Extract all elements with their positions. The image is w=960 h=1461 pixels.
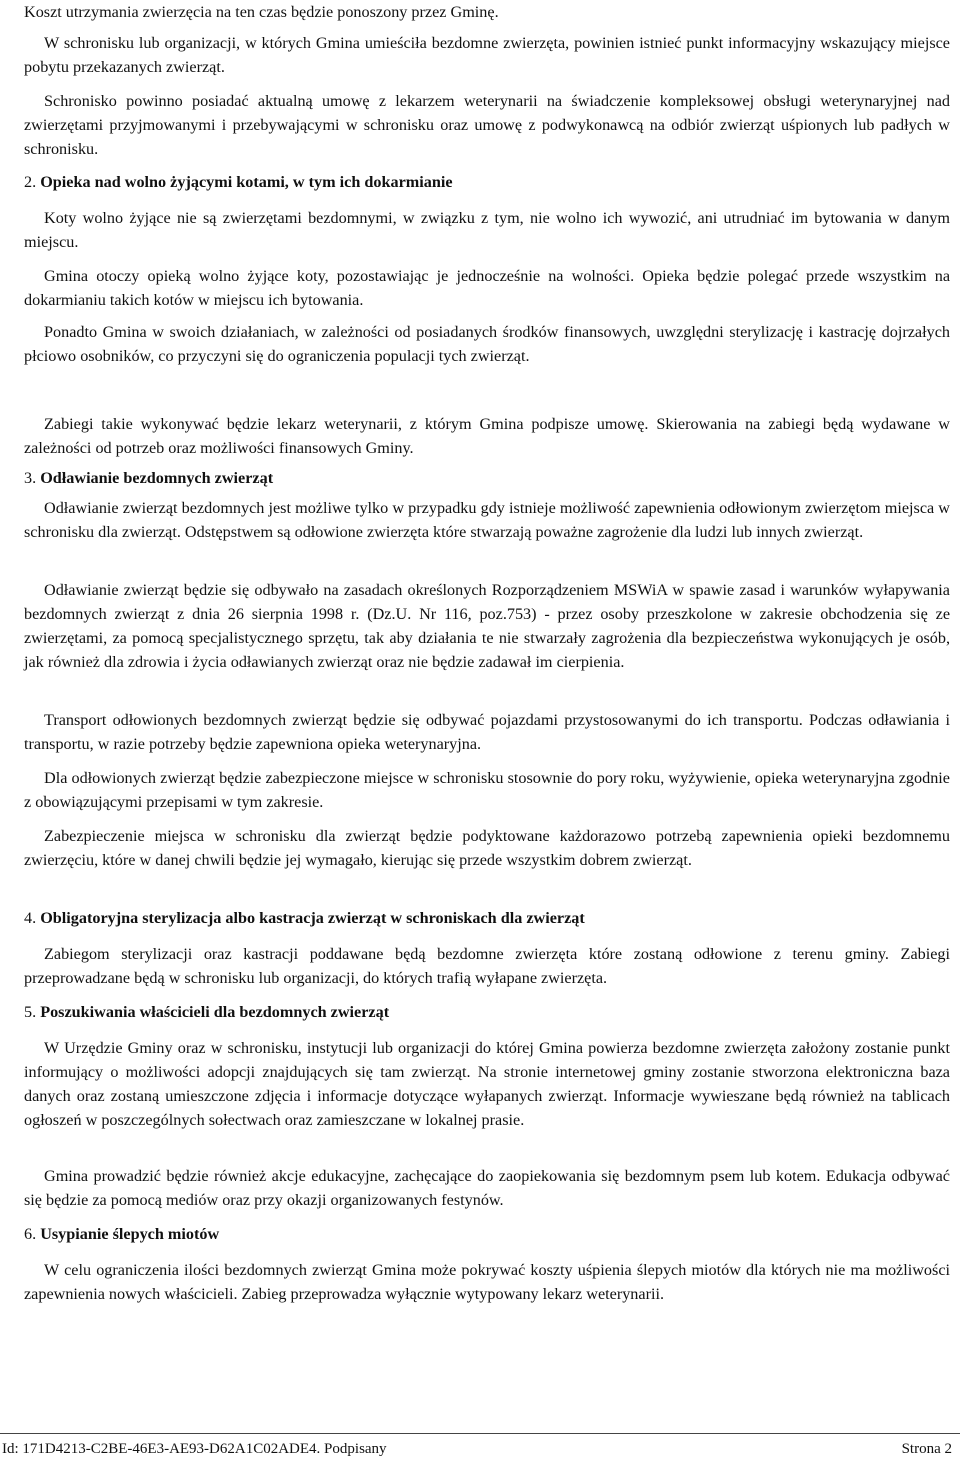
section-number: 2. [24, 173, 37, 191]
section-heading [24, 1000, 389, 1024]
section-heading [24, 906, 585, 930]
paragraph: Schronisko powinno posiadać aktualną umowę z lekarzem weterynarii na świadczenie kompleksowej obsługi weterynaryjnej nad zwierzętami przyjmowanymi i przebywającymi w schronisku oraz umowę z podwykonawcą na odbiór zwierząt uśpionych lub padłych w schronisku. [24, 92, 950, 158]
section-title: Usypianie ślepych miotów [40, 1225, 220, 1243]
paragraph: Ponadto Gmina w swoich działaniach, w zależności od posiadanych środków finansowych, uwzględni sterylizację i kastrację dojrzałych płciowo osobników, co przyczyni się do ograniczenia populacji tych zwierząt. [24, 323, 950, 365]
section-heading [24, 1222, 219, 1246]
section-number: 3. [24, 469, 37, 487]
paragraph: Gmina prowadzić będzie również akcje edukacyjne, zachęcające do zaopiekowania się bezdomnym psem lub kotem. Edukacja odbywać się będzie za pomocą mediów oraz przy okazji organizowanych festynów. [24, 1167, 950, 1209]
paragraph: W Urzędzie Gminy oraz w schronisku, instytucji lub organizacji do której Gmina powierza bezdomne zwierzęta założony zostanie punkt informujący o możliwości adopcji znajdujących się tam zwierząt. Na stronie internetowej gminy zostanie stworzona elektroniczna baza danych oraz zostaną umieszczone zdjęcia i informacje dotyczące wyłapanych zwierząt. Informacje wywieszane będą również na tablicach ogłoszeń w poszczególnych sołectwach oraz zamieszczane w lokalnej prasie. [24, 1039, 950, 1129]
paragraph: W schronisku lub organizacji, w których Gmina umieściła bezdomne zwierzęta, powinien istnieć punkt informacyjny wskazujący miejsce pobytu przekazanych zwierząt. [24, 34, 950, 76]
paragraph: Dla odłowionych zwierząt będzie zabezpieczone miejsce w schronisku stosownie do pory roku, wyżywienie, opieka weterynaryjna zgodnie z obowiązującymi przepisami w tym zakresie. [24, 769, 950, 811]
section-heading [24, 170, 453, 194]
paragraph: Zabezpieczenie miejsca w schronisku dla zwierząt będzie podyktowane każdorazowo potrzebą zapewnienia opieki bezdomnemu zwierzęciu, które w danej chwili będzie jej wymagało, kierując się przede wszystkim dobrem zwierząt. [24, 827, 950, 869]
page-number: Strona 2 [901, 1441, 952, 1457]
paragraph: Gmina otoczy opieką wolno żyjące koty, pozostawiając je jednocześnie na wolności. Opieka będzie polegać przede wszystkim na dokarmianiu takich kotów w miejscu ich bytowania. [24, 267, 950, 309]
section-heading [24, 466, 273, 490]
section-title: Opieka nad wolno żyjącymi kotami, w tym ich dokarmianie [40, 173, 453, 191]
paragraph: Transport odłowionych bezdomnych zwierząt będzie się odbywać pojazdami przystosowanymi do ich transportu. Podczas odławiania i transportu, w razie potrzeby będzie zapewniona opieka weterynaryjna. [24, 711, 950, 753]
paragraph: Koszt utrzymania zwierzęcia na ten czas będzie ponoszony przez Gminę. [24, 3, 499, 21]
section-number: 6. [24, 1225, 37, 1243]
document-id: Id: 171D4213-C2BE-46E3-AE93-D62A1C02ADE4. Podpisany [2, 1441, 387, 1457]
page-footer [0, 1433, 960, 1457]
paragraph: Odławianie zwierząt bezdomnych jest możliwe tylko w przypadku gdy istnieje możliwość zapewnienia odłowionym zwierzętom miejsca w schronisku dla zwierząt. Odstępstwem są odłowione zwierzęta które stwarzają poważne zagrożenie dla ludzi lub innych zwierząt. [24, 499, 950, 541]
section-title: Odławianie bezdomnych zwierząt [40, 469, 274, 487]
paragraph: Koty wolno żyjące nie są zwierzętami bezdomnymi, w związku z tym, nie wolno ich wywozić, ani utrudniać im bytowania w danym miejscu. [24, 209, 950, 251]
paragraph: Zabiegi takie wykonywać będzie lekarz weterynarii, z którym Gmina podpisze umowę. Skierowania na zabiegi będą wydawane w zależności od potrzeb oraz możliwości finansowych Gminy. [24, 415, 950, 457]
paragraph: Odławianie zwierząt będzie się odbywało na zasadach określonych Rozporządzeniem MSWiA w spawie zasad i warunków wyłapywania bezdomnych zwierząt z dnia 26 sierpnia 1998 r. (Dz.U. Nr 116, poz.753) - przez osoby przeszkolone w zakresie obchodzenia się ze zwierzętami, za pomocą specjalistycznego sprzętu, tak aby działania te nie stwarzały zagrożenia dla bezpieczeństwa wykonujących je osób, jak również dla zdrowia i życia odławianych zwierząt oraz nie będzie zadawał im cierpienia. [24, 581, 950, 671]
section-title: Poszukiwania właścicieli dla bezdomnych zwierząt [40, 1003, 390, 1021]
paragraph: Zabiegom sterylizacji oraz kastracji poddawane będą bezdomne zwierzęta które zostaną odłowione z terenu gminy. Zabiegi przeprowadzane będą w schronisku lub organizacji, do których trafią wyłapane zwierzęta. [24, 945, 950, 987]
paragraph: W celu ograniczenia ilości bezdomnych zwierząt Gmina może pokrywać koszty uśpienia ślepych miotów dla których nie ma możliwości zapewnienia nowych właścicieli. Zabieg przeprowadza wyłącznie wytypowany lekarz weterynarii. [24, 1261, 950, 1303]
section-number: 5. [24, 1003, 37, 1021]
section-title: Obligatoryjna sterylizacja albo kastracja zwierząt w schroniskach dla zwierząt [40, 909, 585, 927]
section-number: 4. [24, 909, 37, 927]
